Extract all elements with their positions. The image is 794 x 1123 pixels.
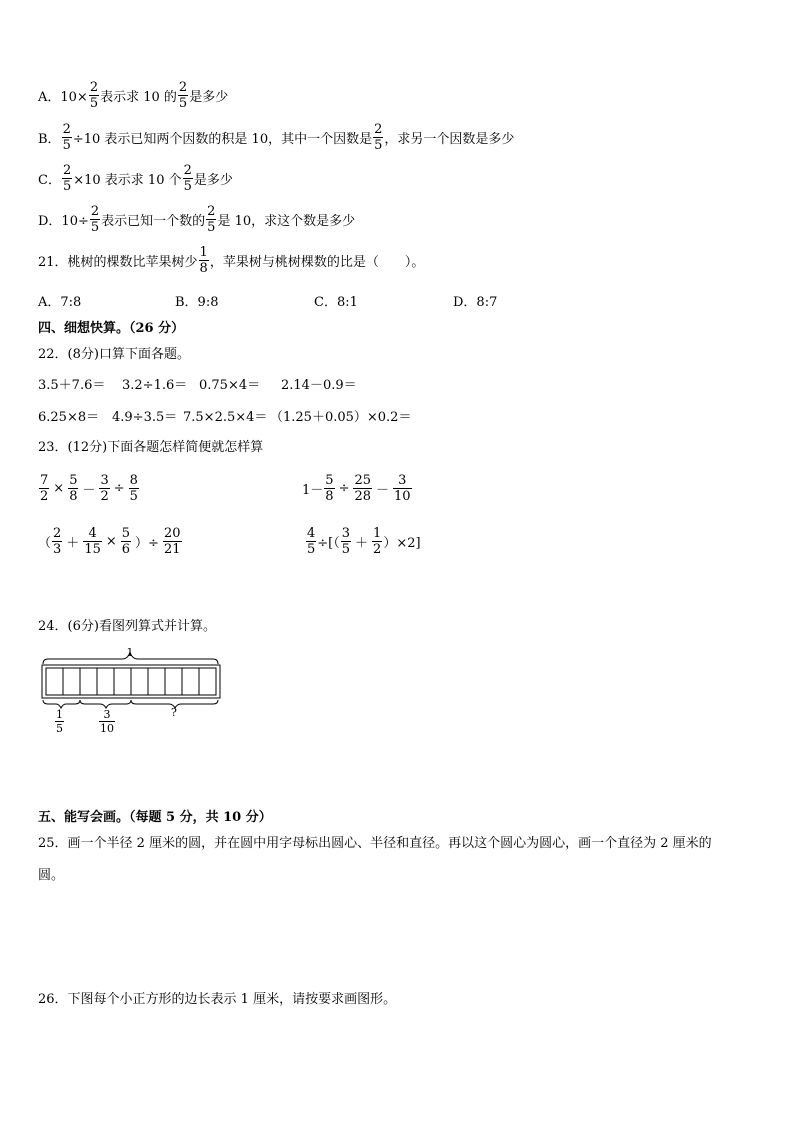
q20-option-d [38, 204, 355, 235]
fraction: $\frac{2}{5}$ [89, 80, 99, 111]
fraction: $\frac{2}{5}$ [374, 122, 383, 153]
brace-part-1 [43, 700, 80, 708]
mental-math-item: 0.75×4＝ [199, 378, 261, 393]
option-c-prefix: C． [38, 173, 61, 188]
section-4-heading: 四、细想快算。（26 分） [38, 321, 185, 336]
fraction: $\frac{3}{10}$ [394, 473, 411, 504]
mental-math-item: 6.25×8＝ [38, 410, 100, 425]
mental-math-item: 4.9÷3.5＝ [112, 410, 178, 425]
fraction: $\frac{8}{5}$ [129, 473, 138, 504]
option-a-prefix: A．10× [38, 90, 88, 105]
part-1-fraction: 1 5 [56, 708, 63, 735]
q21-options [38, 291, 738, 310]
fraction: $\frac{4}{15}$ [84, 526, 101, 557]
fraction: $\frac{2}{5}$ [178, 80, 188, 111]
fraction: $\frac{2}{5}$ [62, 122, 71, 153]
option-d-suffix: 是 10，求这个数是多少 [217, 214, 356, 229]
option-c-text: ×10 表示求 10 个 [73, 173, 182, 188]
fraction: $\frac{2}{5}$ [62, 163, 72, 194]
q22-row-2 [38, 406, 738, 425]
fraction: $\frac{2}{5}$ [183, 163, 192, 194]
q21-text-end: ，苹果树与桃树棵数的比是（ ）。 [209, 255, 425, 270]
total-label: 1 [126, 648, 134, 659]
section-5-heading: 五、能写会画。（每题 5 分，共 10 分） [38, 810, 272, 825]
option-a-suffix: 是多少 [189, 90, 229, 105]
q21-option-c: C．8:1 [314, 295, 358, 310]
fraction: $\frac{5}{6}$ [121, 526, 131, 557]
q21-text: 21．桃树的棵数比苹果树少 [38, 255, 198, 270]
question-21 [38, 245, 424, 276]
q20-option-b [38, 122, 514, 153]
fraction: $\frac{1}{2}$ [373, 526, 382, 557]
fraction: $\frac{5}{8}$ [325, 473, 334, 504]
fraction: $\frac{4}{5}$ [307, 526, 316, 557]
fraction: $\frac{2}{3}$ [53, 526, 62, 557]
option-d-prefix: D．10÷ [38, 214, 89, 229]
option-b-text: ÷10 表示已知两个因数的积是 10，其中一个因数是 [72, 132, 373, 147]
q20-option-c [38, 163, 233, 194]
unknown-part-label: ? [171, 706, 177, 719]
bar-diagram-svg [38, 648, 258, 743]
option-a-text: 表示求 10 的 [100, 90, 177, 105]
q25-text-line-2: 圆。 [38, 868, 65, 883]
part-2-fraction: 3 10 [100, 708, 114, 735]
q26-text: 26．下图每个小正方形的边长表示 1 厘米，请按要求画图形。 [38, 992, 397, 1007]
fraction: $\frac{1}{8}$ [199, 245, 208, 276]
q21-option-d: D．8:7 [453, 295, 498, 310]
q23-title: 23．(12分)下面各题怎样简便就怎样算 [38, 440, 264, 455]
fraction: $\frac{2}{5}$ [90, 204, 100, 235]
mental-math-item: 7.5×2.5×4＝ [183, 410, 268, 425]
option-d-text: 表示已知一个数的 [101, 214, 206, 229]
fraction: $\frac{20}{21}$ [163, 526, 181, 557]
fraction-bar-diagram [38, 648, 258, 743]
q24-title: 24．(6分)看图列算式并计算。 [38, 619, 216, 634]
q22-title: 22．(8分)口算下面各题。 [38, 347, 190, 362]
option-b-suffix: ，求另一个因数是多少 [384, 132, 515, 147]
q20-option-a [38, 80, 228, 111]
mental-math-item: 2.14－0.9＝ [281, 378, 357, 393]
option-c-suffix: 是多少 [193, 173, 233, 188]
q25-text-line-1: 25．画一个半径 2 厘米的圆，并在圆中用字母标出圆心、半径和直径。再以这个圆心为圆心，画一个直径为 2 厘米的 [38, 836, 712, 851]
mental-math-item: 3.2÷1.6＝ [122, 378, 188, 393]
brace-part-2 [80, 700, 131, 708]
fraction: $\frac{5}{8}$ [69, 473, 78, 504]
q21-option-a: A．7:8 [38, 295, 82, 310]
q23-expression-4: $\frac{4}{5}$ ÷[（ $\frac{3}{5}$ ＋ $\frac{1}{2}$ ）×2] [307, 526, 421, 557]
q23-expression-3: （ $\frac{2}{3}$ ＋ $\frac{4}{15}$ × $\frac{5}{6}$ ）÷ $\frac{20}{21}$ [38, 526, 181, 557]
fraction: $\frac{3}{5}$ [341, 526, 351, 557]
fraction: $\frac{7}{2}$ [40, 473, 49, 504]
option-b-prefix: B． [38, 132, 61, 147]
q22-row-1 [38, 374, 738, 393]
fraction: $\frac{25}{28}$ [354, 473, 372, 504]
q21-option-b: B．9:8 [175, 295, 219, 310]
fraction: $\frac{2}{5}$ [207, 204, 216, 235]
mental-math-item: （1.25＋0.05）×0.2＝ [270, 410, 412, 425]
q23-expression-1: $\frac{7}{2}$ × $\frac{5}{8}$ － $\frac{3}{2}$ ÷ $\frac{8}{5}$ [40, 473, 138, 504]
fraction: $\frac{3}{2}$ [100, 473, 109, 504]
mental-math-item: 3.5＋7.6＝ [38, 378, 106, 393]
q23-expression-2: 1－ $\frac{5}{8}$ ÷ $\frac{25}{28}$ － $\frac{3}{10}$ [302, 473, 411, 504]
